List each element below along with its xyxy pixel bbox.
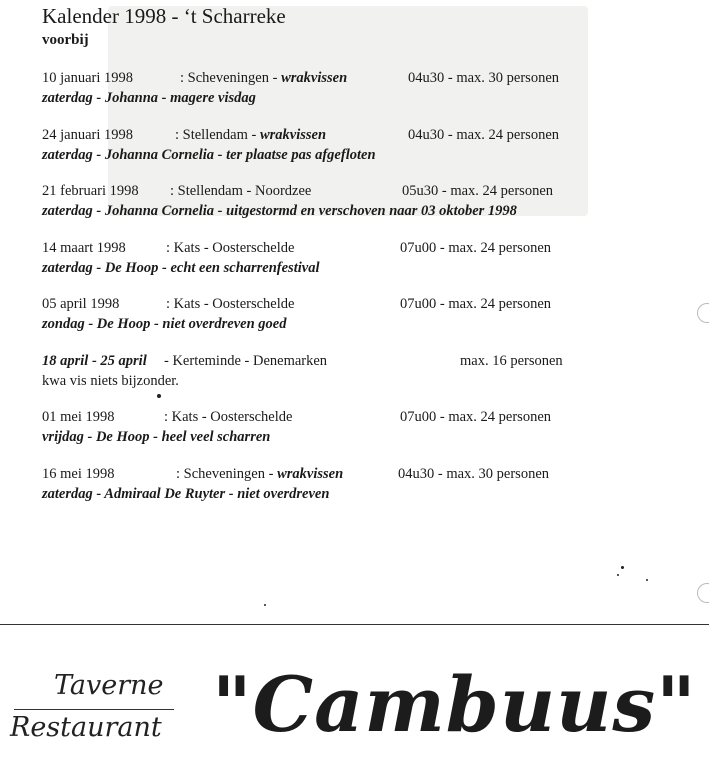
logo-name: "Cambuus" bbox=[212, 660, 697, 749]
calendar-entry-2 bbox=[42, 127, 602, 167]
entry-activity: wrakvissen bbox=[281, 70, 348, 86]
advertisement-logo bbox=[0, 640, 709, 772]
calendar-entry-8 bbox=[42, 466, 602, 506]
entry-activity: wrakvissen bbox=[277, 466, 344, 482]
entry-location: : Kats - Oosterschelde bbox=[164, 409, 293, 425]
calendar-entry-4 bbox=[42, 240, 602, 280]
scan-speck bbox=[157, 394, 161, 398]
calendar-entry-5 bbox=[42, 296, 602, 336]
entry-location: : Scheveningen - wrakvissen bbox=[180, 70, 348, 86]
scan-speck bbox=[646, 579, 648, 581]
scan-speck bbox=[617, 574, 619, 576]
calendar-entry-3 bbox=[42, 183, 602, 223]
entry-date: 10 januari 1998 bbox=[42, 70, 134, 86]
binder-hole-mark bbox=[697, 303, 709, 323]
entry-location: : Stellendam - Noordzee bbox=[170, 183, 312, 199]
entry-time-capacity: 07u00 - max. 24 personen bbox=[400, 296, 552, 312]
entry-note: zaterdag - Johanna Cornelia - uitgestormd en verschoven naar 03 oktober 1998 bbox=[42, 203, 517, 219]
logo-underline bbox=[14, 709, 174, 710]
entry-time-capacity: 07u00 - max. 24 personen bbox=[400, 240, 552, 256]
entry-date: 24 januari 1998 bbox=[42, 127, 134, 143]
entry-location: : Kats - Oosterschelde bbox=[166, 296, 295, 312]
entry-time-capacity: 04u30 - max. 30 personen bbox=[398, 466, 550, 482]
entry-date: 05 april 1998 bbox=[42, 296, 120, 312]
scan-speck bbox=[621, 566, 624, 569]
entry-time-capacity: 07u00 - max. 24 personen bbox=[400, 409, 552, 425]
logo-line-restaurant: Restaurant bbox=[10, 712, 162, 743]
entry-location: : Scheveningen - wrakvissen bbox=[176, 466, 344, 482]
entry-time-capacity: 04u30 - max. 24 personen bbox=[408, 127, 560, 143]
page-subtitle: voorbij bbox=[42, 32, 89, 48]
entry-note: zaterdag - De Hoop - echt een scharrenfestival bbox=[42, 260, 320, 276]
scan-speck bbox=[264, 604, 266, 606]
calendar-entry-7 bbox=[42, 409, 602, 449]
entry-time-capacity: 04u30 - max. 30 personen bbox=[408, 70, 560, 86]
entry-activity: wrakvissen bbox=[259, 127, 327, 143]
calendar-entry-6 bbox=[42, 353, 602, 393]
logo-line-taverne: Taverne bbox=[54, 670, 164, 701]
entry-note: zaterdag - Johanna - magere visdag bbox=[42, 90, 256, 106]
calendar-entry-1 bbox=[42, 70, 602, 110]
entry-note: vrijdag - De Hoop - heel veel scharren bbox=[42, 429, 271, 445]
entry-location: : Kats - Oosterschelde bbox=[166, 240, 295, 256]
entry-note: kwa vis niets bijzonder. bbox=[42, 373, 179, 389]
entry-date: 18 april - 25 april bbox=[42, 353, 147, 369]
entry-date: 01 mei 1998 bbox=[42, 409, 115, 425]
binder-hole-mark bbox=[697, 583, 709, 603]
entry-note: zondag - De Hoop - niet overdreven goed bbox=[42, 316, 287, 332]
entry-note: zaterdag - Johanna Cornelia - ter plaatse pas afgefloten bbox=[42, 147, 376, 163]
entry-date: 16 mei 1998 bbox=[42, 466, 115, 482]
page-title: Kalender 1998 - ‘t Scharreke bbox=[42, 4, 286, 28]
section-divider bbox=[0, 624, 709, 625]
entry-time-capacity: 05u30 - max. 24 personen bbox=[402, 183, 554, 199]
entry-date: 14 maart 1998 bbox=[42, 240, 126, 256]
entry-location: : Stellendam - wrakvissen bbox=[175, 127, 327, 143]
entry-date: 21 februari 1998 bbox=[42, 183, 139, 199]
entry-location: - Kerteminde - Denemarken bbox=[164, 353, 328, 369]
entry-time-capacity: max. 16 personen bbox=[460, 353, 563, 369]
entry-note: zaterdag - Admiraal De Ruyter - niet overdreven bbox=[42, 486, 330, 502]
